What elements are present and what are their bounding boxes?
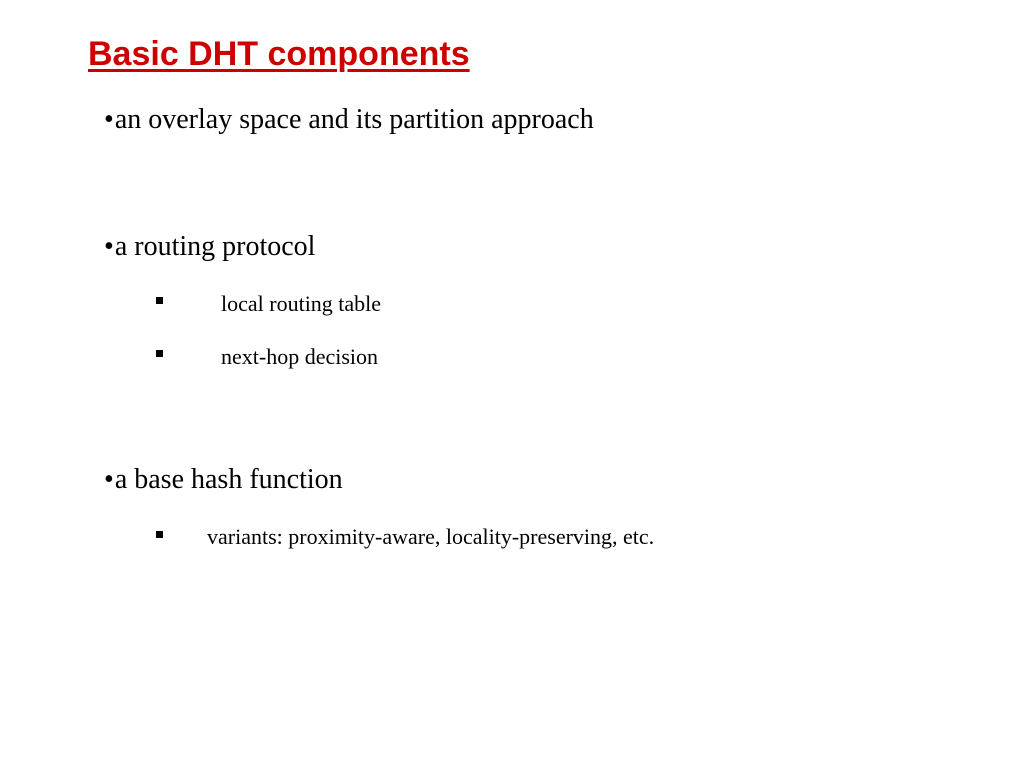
bullet-dot-icon: • xyxy=(104,104,114,135)
sub-bullet-text: next-hop decision xyxy=(221,344,379,369)
square-bullet-icon xyxy=(156,531,163,538)
bullet-item xyxy=(104,463,343,497)
bullet-text: a base hash function xyxy=(114,464,343,495)
sub-bullet-text: local routing table xyxy=(221,291,382,316)
square-bullet-icon xyxy=(156,297,163,304)
bullet-item xyxy=(104,103,594,137)
bullet-dot-icon: • xyxy=(104,231,114,262)
sub-bullet-text: variants: proximity-aware, locality-preserving, etc. xyxy=(207,524,655,549)
square-bullet-icon xyxy=(156,350,163,357)
bullet-dot-icon: • xyxy=(104,464,114,495)
bullet-text: a routing protocol xyxy=(114,231,316,262)
slide-title: Basic DHT components xyxy=(88,35,470,73)
bullet-item xyxy=(104,230,315,264)
bullet-text: an overlay space and its partition approach xyxy=(114,104,594,135)
